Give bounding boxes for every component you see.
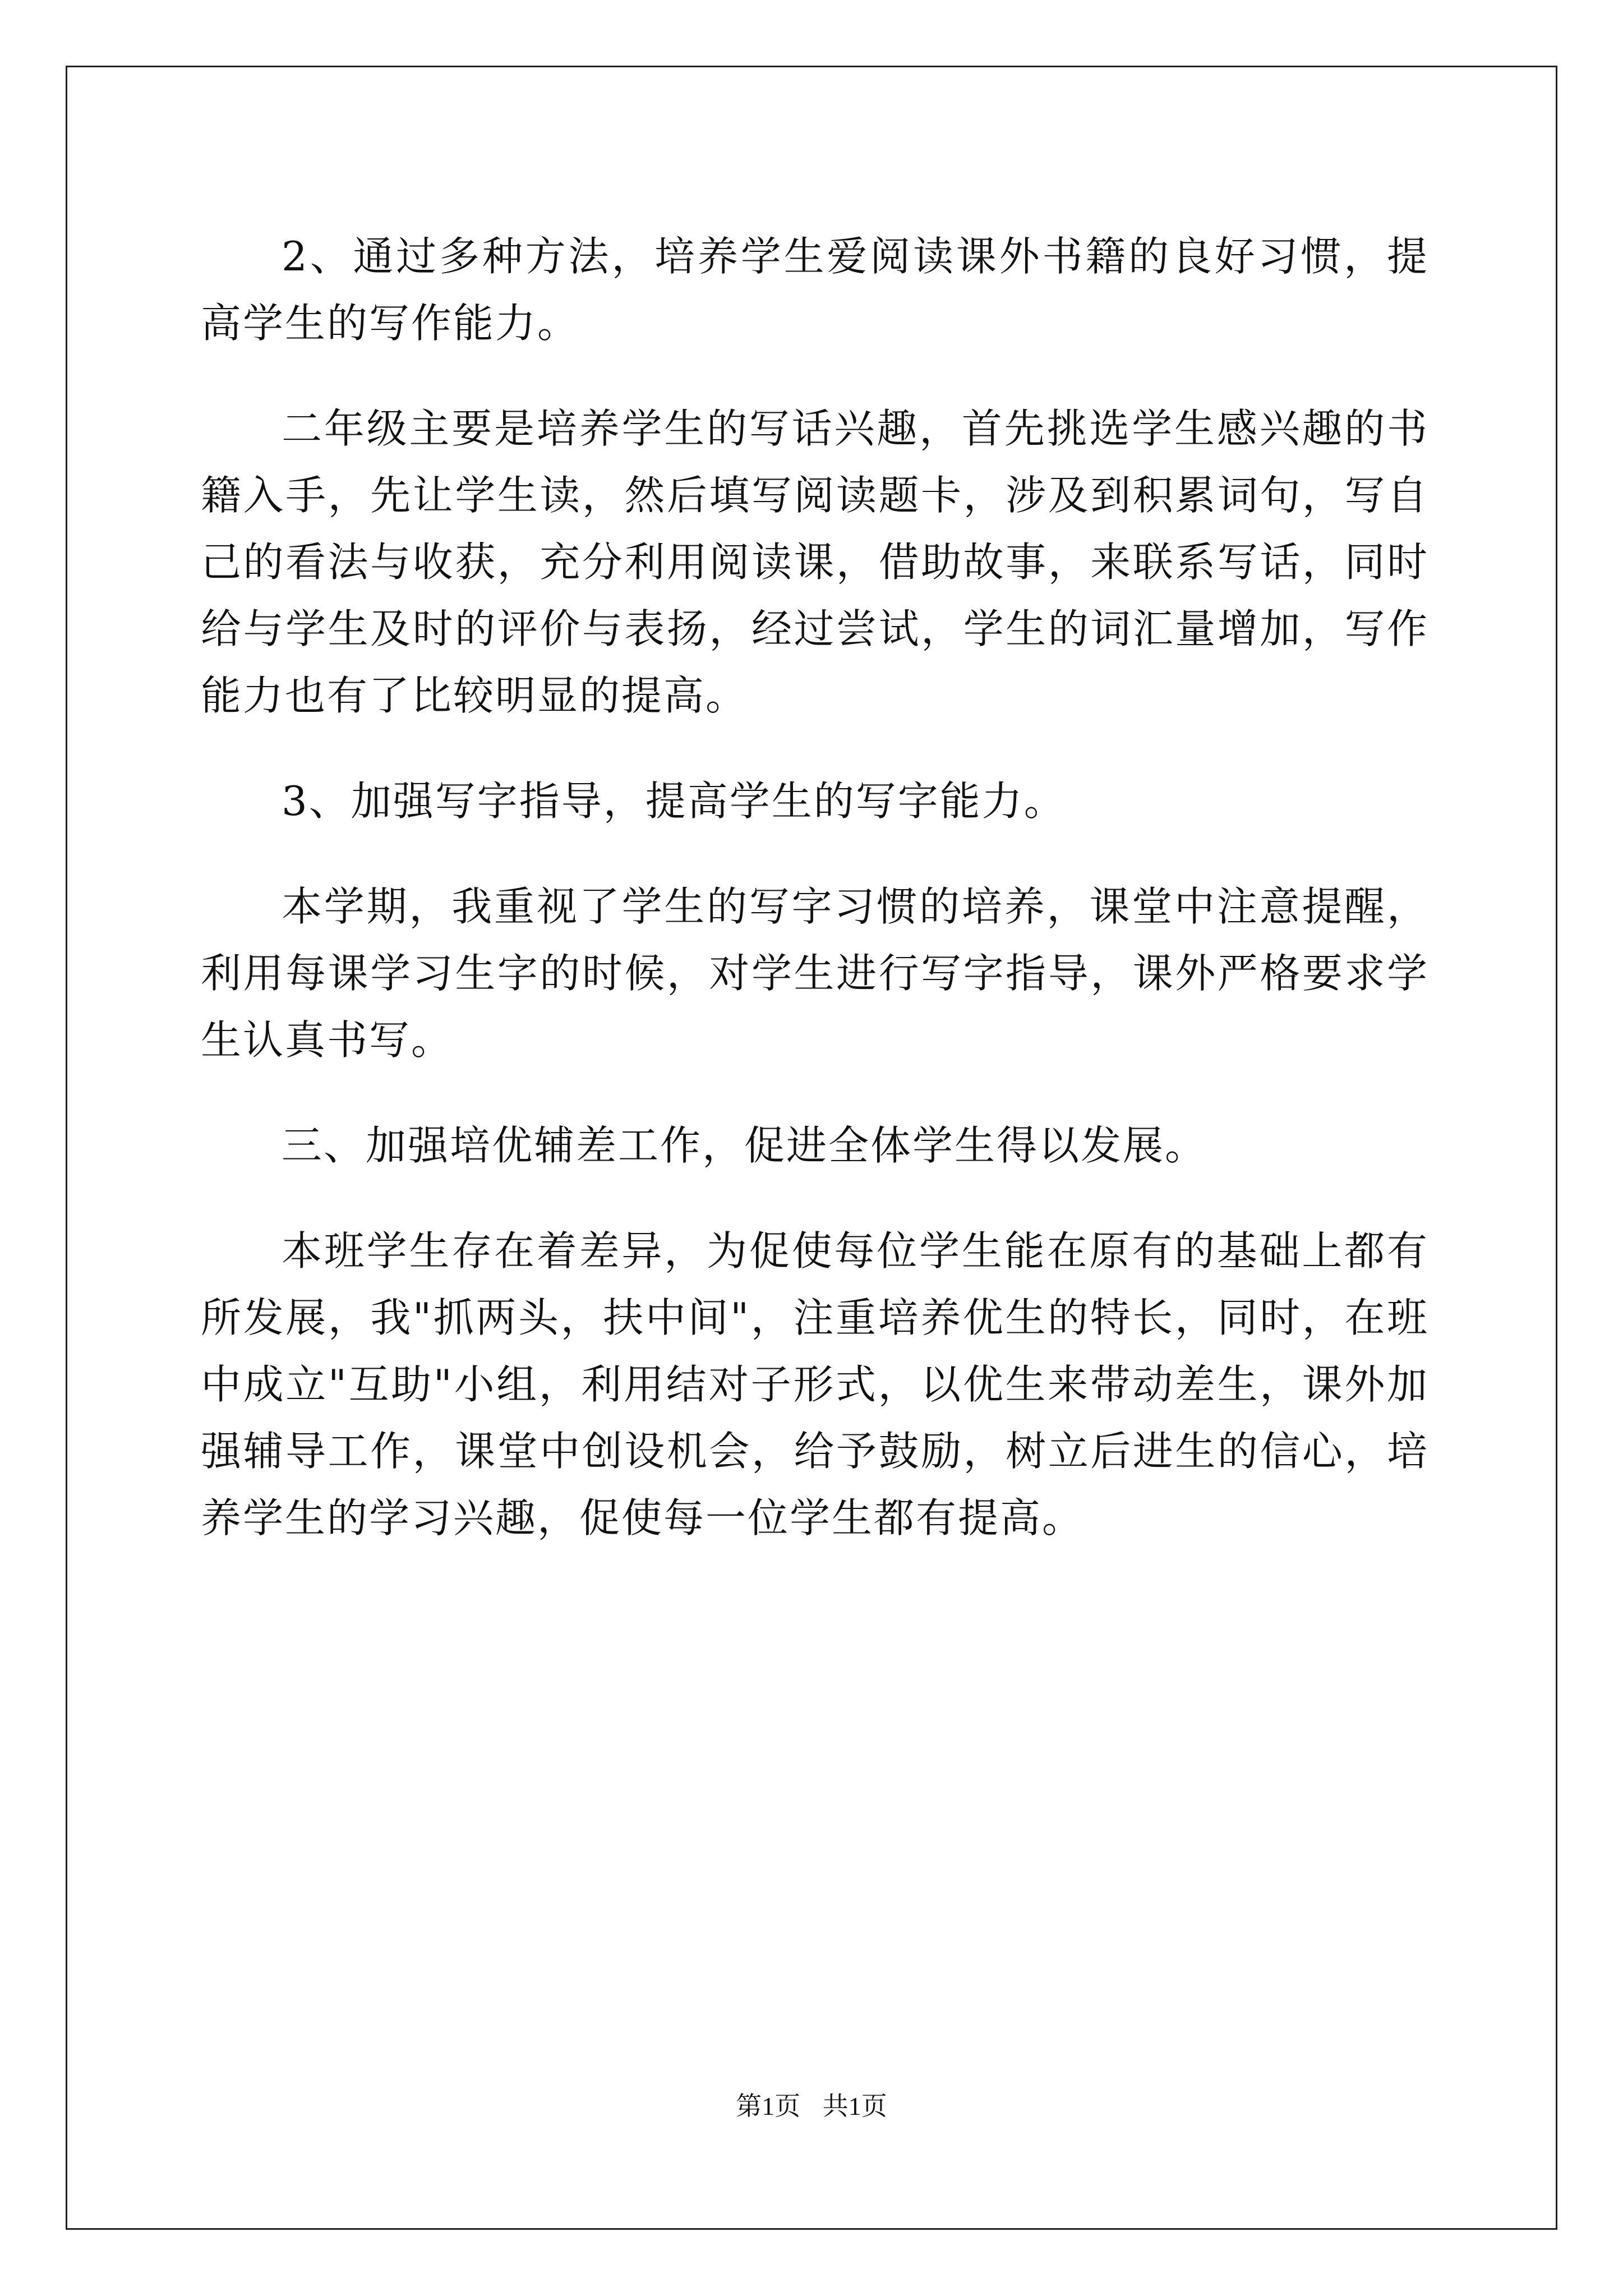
paragraph-1: 2、通过多种方法，培养学生爱阅读课外书籍的良好习惯，提高学生的写作能力。 [201, 233, 1429, 347]
page-footer [0, 2086, 1623, 2123]
paragraph-4: 本学期，我重视了学生的写字习惯的培养，课堂中注意提醒，利用每课学习生字的时候，对学生进行写字指导，课外严格要求学生认真书写。 [201, 883, 1429, 1064]
document-body [201, 223, 1429, 1590]
page-number: 第1页 [736, 2092, 801, 2120]
page-total: 共1页 [822, 2092, 887, 2120]
paragraph-5: 三、加强培优辅差工作，促进全体学生得以发展。 [282, 1122, 1207, 1169]
paragraph-2: 二年级主要是培养学生的写话兴趣，首先挑选学生感兴趣的书籍入手，先让学生读，然后填写阅读题卡，涉及到积累词句，写自己的看法与收获，充分利用阅读课，借助故事，来联系写话，同时给与学生及时的评价与表扬，经过尝试，学生的词汇量增加，写作能力也有了比较明显的提高。 [201, 405, 1429, 719]
paragraph-3: 3、加强写字指导，提高学生的写字能力。 [282, 777, 1066, 825]
paragraph-6: 本班学生存在着差异，为促使每位学生能在原有的基础上都有所发展，我"抓两头，扶中间"，注重培养优生的特长，同时，在班中成立"互助"小组，利用结对子形式，以优生来带动差生，课外加强辅导工作，课堂中创设机会，给予鼓励，树立后进生的信心，培养学生的学习兴趣，促使每一位学生都有提高。 [201, 1227, 1429, 1542]
